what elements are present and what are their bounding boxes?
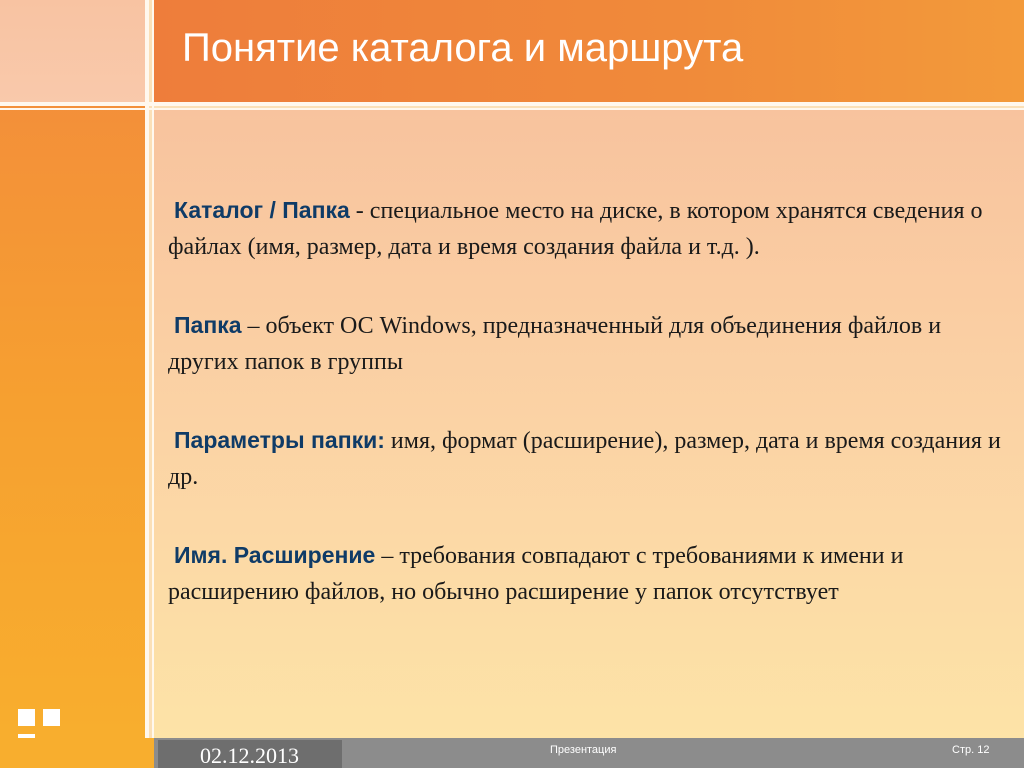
divider-horizontal-thin (0, 108, 1024, 110)
definition-folder-params: имя, формат (расширение), размер, дата и время создания и др. (168, 428, 1001, 490)
slide-content (168, 192, 1008, 652)
slide-title: Понятие каталога и маршрута (182, 26, 744, 70)
left-decor-top (0, 0, 145, 102)
paragraph-name-extension (168, 537, 1008, 610)
footer-date: 02.12.2013 (200, 743, 299, 768)
term-folder-params: Параметры папки: (174, 427, 385, 453)
divider-vertical-thin (152, 0, 154, 738)
paragraph-catalog (168, 192, 1008, 265)
paragraph-folder (168, 307, 1008, 380)
paragraph-folder-params (168, 422, 1008, 495)
definition-catalog: - специальное место на диске, в котором хранятся сведения о файлах (имя, размер, дата и время создания файла и т.д. ). (168, 198, 983, 260)
left-decor-strip (0, 0, 145, 738)
divider-horizontal (0, 102, 1024, 106)
term-folder: Папка (174, 312, 242, 338)
divider-vertical (145, 0, 149, 738)
decor-square-icon (18, 709, 35, 726)
decor-square-icon (43, 709, 60, 726)
footer-left-fill (0, 738, 154, 768)
term-catalog: Каталог / Папка (174, 197, 350, 223)
definition-name-extension: – требования совпадают с требованиями к имени и расширению файлов, но обычно расширение у папок отсутствует (168, 543, 904, 605)
definition-folder: – объект ОС Windows, предназначенный для объединения файлов и других папок в группы (168, 313, 942, 375)
term-name-extension: Имя. Расширение (174, 542, 376, 568)
footer-page-number: Стр. 12 (952, 744, 990, 756)
footer-presentation-label: Презентация (550, 744, 617, 756)
